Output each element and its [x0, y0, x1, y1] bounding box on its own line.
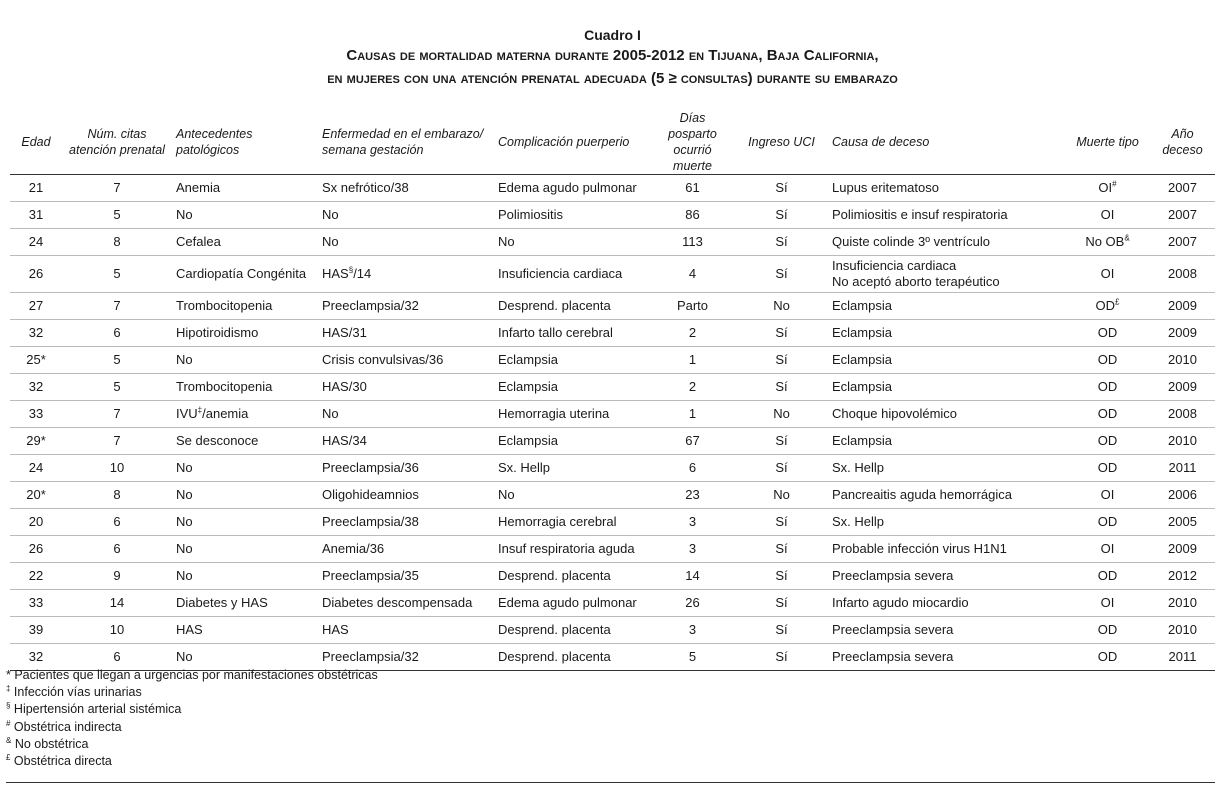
cell-dias-posparto: 3 — [650, 536, 735, 563]
cell-causa-deceso: Eclampsia — [828, 428, 1065, 455]
cell-muerte-tipo — [1065, 229, 1150, 256]
table-title-line1: Causas de mortalidad materna durante 2005-2012 en Tijuana, Baja California, — [346, 47, 879, 64]
cell-num-citas: 6 — [62, 320, 172, 347]
table-row — [10, 320, 1215, 347]
cell-enfermedad: HAS/30 — [318, 374, 494, 401]
header-row — [10, 110, 1215, 175]
cell-dias-posparto: 26 — [650, 590, 735, 617]
cell-ano-deceso: 2007 — [1150, 202, 1215, 229]
cell-enfermedad: HAS — [318, 617, 494, 644]
cell-antecedentes: No — [172, 536, 318, 563]
cell-enfermedad: No — [318, 229, 494, 256]
cell-enfermedad: Preeclampsia/36 — [318, 455, 494, 482]
footnote-text: Infección vías urinarias — [10, 685, 142, 700]
cell-num-citas: 8 — [62, 229, 172, 256]
cell-antecedentes: No — [172, 455, 318, 482]
header-muerte-tipo — [1065, 110, 1150, 175]
cell-text: OI — [1098, 180, 1113, 195]
cell-complicacion: Desprend. placenta — [494, 293, 650, 320]
cell-complicacion: Insuficiencia cardiaca — [494, 256, 650, 293]
cell-ingreso-uci: Sí — [735, 202, 828, 229]
table-row — [10, 428, 1215, 455]
cell-antecedentes: Cardiopatía Congénita — [172, 256, 318, 293]
cell-edad: 27 — [10, 293, 62, 320]
cell-ingreso-uci: Sí — [735, 347, 828, 374]
cell-ano-deceso: 2012 — [1150, 563, 1215, 590]
table-row — [10, 175, 1215, 202]
cell-enfermedad: Preeclampsia/35 — [318, 563, 494, 590]
cell-enfermedad: Anemia/36 — [318, 536, 494, 563]
cell-dias-posparto: 23 — [650, 482, 735, 509]
cell-ano-deceso: 2008 — [1150, 401, 1215, 428]
cell-edad: 25* — [10, 347, 62, 374]
footnote — [6, 753, 378, 770]
cell-complicacion: Infarto tallo cerebral — [494, 320, 650, 347]
cell-antecedentes — [172, 401, 318, 428]
cell-num-citas: 7 — [62, 175, 172, 202]
header-num-citas — [62, 110, 172, 175]
footnote-text: Obstétrica indirecta — [10, 719, 122, 734]
footnote-text: Obstétrica directa — [10, 754, 112, 769]
cell-complicacion: Desprend. placenta — [494, 617, 650, 644]
cell-muerte-tipo: OD — [1065, 401, 1150, 428]
cell-causa-deceso: Sx. Hellp — [828, 509, 1065, 536]
cell-dias-posparto: 6 — [650, 455, 735, 482]
cell-muerte-tipo: OI — [1065, 256, 1150, 293]
cell-enfermedad — [318, 256, 494, 293]
cell-num-citas: 5 — [62, 347, 172, 374]
cell-complicacion: Desprend. placenta — [494, 644, 650, 671]
cell-antecedentes: HAS — [172, 617, 318, 644]
table-row — [10, 590, 1215, 617]
cell-edad: 32 — [10, 320, 62, 347]
footnote-mark: ‡ — [197, 405, 203, 415]
cell-antecedentes: No — [172, 202, 318, 229]
cell-antecedentes: Trombocitopenia — [172, 293, 318, 320]
header-antecedentes — [172, 110, 318, 175]
cell-complicacion: Desprend. placenta — [494, 563, 650, 590]
cell-num-citas: 6 — [62, 509, 172, 536]
table-row — [10, 347, 1215, 374]
cell-ano-deceso: 2011 — [1150, 644, 1215, 671]
cell-dias-posparto: 61 — [650, 175, 735, 202]
footnote-mark: § — [348, 265, 354, 275]
cell-causa-deceso: Eclampsia — [828, 347, 1065, 374]
bottom-rule — [6, 782, 1215, 783]
cell-enfermedad: Oligohideamnios — [318, 482, 494, 509]
header-line: Días posparto — [668, 111, 717, 141]
cell-causa-deceso: Polimiositis e insuf respiratoria — [828, 202, 1065, 229]
cell-ano-deceso: 2010 — [1150, 347, 1215, 374]
cell-complicacion: Edema agudo pulmonar — [494, 175, 650, 202]
cell-complicacion: No — [494, 229, 650, 256]
cell-complicacion: Eclampsia — [494, 374, 650, 401]
cell-muerte-tipo: OD — [1065, 320, 1150, 347]
cell-muerte-tipo: OD — [1065, 347, 1150, 374]
header-line: Núm. citas — [87, 127, 147, 141]
footnote-mark: & — [6, 735, 12, 745]
cell-num-citas: 7 — [62, 428, 172, 455]
cell-ingreso-uci: Sí — [735, 617, 828, 644]
cell-enfermedad: Preeclampsia/32 — [318, 293, 494, 320]
cell-ano-deceso: 2010 — [1150, 617, 1215, 644]
cell-dias-posparto: 14 — [650, 563, 735, 590]
cell-edad: 31 — [10, 202, 62, 229]
footnote — [6, 736, 378, 753]
cell-ingreso-uci: Sí — [735, 536, 828, 563]
table-row — [10, 482, 1215, 509]
cell-edad: 26 — [10, 256, 62, 293]
footnotes — [6, 667, 378, 770]
table-row — [10, 256, 1215, 293]
header-line: semana gestación — [322, 143, 424, 157]
cell-ano-deceso: 2008 — [1150, 256, 1215, 293]
cell-complicacion: Insuf respiratoria aguda — [494, 536, 650, 563]
footnote-text: No obstétrica — [11, 736, 89, 751]
table-row — [10, 455, 1215, 482]
cell-causa-deceso: Probable infección virus H1N1 — [828, 536, 1065, 563]
cell-text: No aceptó aborto terapéutico — [832, 274, 1000, 289]
cell-num-citas: 7 — [62, 293, 172, 320]
header-line: Muerte tipo — [1076, 135, 1139, 149]
cell-causa-deceso: Preeclampsia severa — [828, 644, 1065, 671]
cell-ingreso-uci: Sí — [735, 563, 828, 590]
cell-num-citas: 6 — [62, 644, 172, 671]
cell-complicacion: Edema agudo pulmonar — [494, 590, 650, 617]
cell-complicacion: Eclampsia — [494, 428, 650, 455]
header-ingreso-uci — [735, 110, 828, 175]
cell-dias-posparto: 3 — [650, 509, 735, 536]
cell-dias-posparto: 2 — [650, 320, 735, 347]
header-line: ocurrió muerte — [673, 143, 712, 173]
cell-ingreso-uci: Sí — [735, 229, 828, 256]
header-dias-posparto — [650, 110, 735, 175]
cell-enfermedad: Preeclampsia/32 — [318, 644, 494, 671]
cell-num-citas: 10 — [62, 617, 172, 644]
footnote-text: Pacientes que llegan a urgencias por manifestaciones obstétricas — [10, 668, 378, 682]
cell-ingreso-uci: Sí — [735, 374, 828, 401]
cell-edad: 24 — [10, 455, 62, 482]
cell-edad: 29* — [10, 428, 62, 455]
header-line: patológicos — [176, 143, 240, 157]
cell-causa-deceso: Infarto agudo miocardio — [828, 590, 1065, 617]
cell-causa-deceso: Eclampsia — [828, 374, 1065, 401]
mortality-table — [10, 110, 1215, 671]
cell-ano-deceso: 2007 — [1150, 229, 1215, 256]
header-line: atención prenatal — [69, 143, 165, 157]
cell-ingreso-uci: Sí — [735, 590, 828, 617]
cell-dias-posparto: 4 — [650, 256, 735, 293]
cell-num-citas: 5 — [62, 256, 172, 293]
cell-complicacion: Hemorragia uterina — [494, 401, 650, 428]
cell-ingreso-uci: No — [735, 293, 828, 320]
cell-dias-posparto: 3 — [650, 617, 735, 644]
table-row — [10, 374, 1215, 401]
table-label: Cuadro I — [584, 27, 641, 43]
cell-muerte-tipo: OI — [1065, 482, 1150, 509]
cell-antecedentes: No — [172, 482, 318, 509]
cell-ingreso-uci: No — [735, 401, 828, 428]
cell-muerte-tipo — [1065, 293, 1150, 320]
cell-causa-deceso: Pancreaitis aguda hemorrágica — [828, 482, 1065, 509]
cell-antecedentes: Anemia — [172, 175, 318, 202]
cell-edad: 39 — [10, 617, 62, 644]
cell-muerte-tipo: OD — [1065, 563, 1150, 590]
table-row — [10, 229, 1215, 256]
cell-causa-deceso: Sx. Hellp — [828, 455, 1065, 482]
cell-text: IVU — [176, 406, 198, 421]
cell-ingreso-uci: Sí — [735, 428, 828, 455]
cell-dias-posparto: 67 — [650, 428, 735, 455]
header-line: Edad — [21, 135, 51, 149]
cell-edad: 32 — [10, 374, 62, 401]
cell-dias-posparto: 5 — [650, 644, 735, 671]
cell-muerte-tipo: OI — [1065, 536, 1150, 563]
cell-muerte-tipo: OD — [1065, 617, 1150, 644]
footnote-mark: £ — [1115, 297, 1120, 307]
footnote — [6, 667, 378, 684]
footnote — [6, 719, 378, 736]
cell-complicacion: Sx. Hellp — [494, 455, 650, 482]
cell-dias-posparto: 1 — [650, 401, 735, 428]
cell-ano-deceso: 2010 — [1150, 428, 1215, 455]
footnote — [6, 684, 378, 701]
cell-dias-posparto: 1 — [650, 347, 735, 374]
table-row — [10, 401, 1215, 428]
cell-antecedentes: No — [172, 563, 318, 590]
header-enfermedad — [318, 110, 494, 175]
cell-causa-deceso: Preeclampsia severa — [828, 563, 1065, 590]
cell-enfermedad: Sx nefrótico/38 — [318, 175, 494, 202]
footnote-mark: & — [1124, 233, 1130, 243]
cell-enfermedad: HAS/34 — [318, 428, 494, 455]
cell-num-citas: 5 — [62, 374, 172, 401]
header-line: Año deceso — [1162, 127, 1203, 157]
cell-complicacion: Polimiositis — [494, 202, 650, 229]
cell-ingreso-uci: Sí — [735, 455, 828, 482]
table-row — [10, 202, 1215, 229]
cell-dias-posparto: Parto — [650, 293, 735, 320]
header-line: Enfermedad en el embarazo/ — [322, 127, 484, 141]
cell-ingreso-uci: Sí — [735, 320, 828, 347]
cell-enfermedad: Diabetes descompensada — [318, 590, 494, 617]
cell-ano-deceso: 2009 — [1150, 293, 1215, 320]
cell-text: No OB — [1085, 234, 1125, 249]
cell-edad: 20* — [10, 482, 62, 509]
footnote-text: Hipertensión arterial sistémica — [10, 702, 182, 717]
cell-ano-deceso: 2009 — [1150, 374, 1215, 401]
cell-muerte-tipo — [1065, 175, 1150, 202]
cell-num-citas: 14 — [62, 590, 172, 617]
cell-num-citas: 6 — [62, 536, 172, 563]
footnote-mark: § — [6, 701, 11, 711]
footnote-mark: # — [6, 718, 11, 728]
cell-edad: 21 — [10, 175, 62, 202]
cell-antecedentes: No — [172, 509, 318, 536]
cell-num-citas: 10 — [62, 455, 172, 482]
cell-edad: 33 — [10, 590, 62, 617]
cell-dias-posparto: 113 — [650, 229, 735, 256]
cell-ingreso-uci: Sí — [735, 509, 828, 536]
cell-edad: 33 — [10, 401, 62, 428]
cell-num-citas: 8 — [62, 482, 172, 509]
cell-enfermedad: No — [318, 401, 494, 428]
cell-ano-deceso: 2007 — [1150, 175, 1215, 202]
header-causa-deceso — [828, 110, 1065, 175]
header-line: Causa de deceso — [832, 135, 930, 149]
footnote — [6, 701, 378, 718]
cell-muerte-tipo: OI — [1065, 590, 1150, 617]
cell-ingreso-uci: Sí — [735, 644, 828, 671]
cell-causa-deceso: Eclampsia — [828, 293, 1065, 320]
cell-muerte-tipo: OD — [1065, 374, 1150, 401]
cell-num-citas: 9 — [62, 563, 172, 590]
table-row — [10, 293, 1215, 320]
cell-text: HAS — [322, 266, 349, 281]
header-edad — [10, 110, 62, 175]
cell-antecedentes: Cefalea — [172, 229, 318, 256]
cell-antecedentes: Trombocitopenia — [172, 374, 318, 401]
cell-causa-deceso — [828, 256, 1065, 293]
cell-edad: 32 — [10, 644, 62, 671]
header-line: Complicación puerperio — [498, 135, 630, 149]
cell-ano-deceso: 2009 — [1150, 320, 1215, 347]
footnote-mark: ‡ — [6, 684, 11, 694]
cell-edad: 20 — [10, 509, 62, 536]
cell-text: /14 — [353, 266, 372, 281]
cell-ano-deceso: 2006 — [1150, 482, 1215, 509]
cell-complicacion: No — [494, 482, 650, 509]
header-complicacion — [494, 110, 650, 175]
footnote-mark: * — [6, 668, 11, 682]
cell-ingreso-uci: No — [735, 482, 828, 509]
cell-muerte-tipo: OD — [1065, 644, 1150, 671]
table-row — [10, 536, 1215, 563]
cell-text: /anemia — [202, 406, 249, 421]
header-line: Ingreso UCI — [748, 135, 815, 149]
cell-ano-deceso: 2010 — [1150, 590, 1215, 617]
table-row — [10, 617, 1215, 644]
cell-num-citas: 7 — [62, 401, 172, 428]
cell-text: OD — [1095, 298, 1116, 313]
cell-ano-deceso: 2005 — [1150, 509, 1215, 536]
cell-enfermedad: HAS/31 — [318, 320, 494, 347]
cell-text: Insuficiencia cardiaca — [832, 258, 957, 273]
cell-causa-deceso: Choque hipovolémico — [828, 401, 1065, 428]
cell-causa-deceso: Preeclampsia severa — [828, 617, 1065, 644]
table-title-line2: en mujeres con una atención prenatal adecuada (5 ≥ consultas) durante su embarazo — [327, 70, 898, 87]
header-line: Antecedentes — [176, 127, 253, 141]
cell-ano-deceso: 2009 — [1150, 536, 1215, 563]
header-ano-deceso — [1150, 110, 1215, 175]
cell-enfermedad: Preeclampsia/38 — [318, 509, 494, 536]
cell-muerte-tipo: OD — [1065, 428, 1150, 455]
cell-enfermedad: Crisis convulsivas/36 — [318, 347, 494, 374]
cell-dias-posparto: 2 — [650, 374, 735, 401]
cell-ingreso-uci: Sí — [735, 256, 828, 293]
cell-causa-deceso: Lupus eritematoso — [828, 175, 1065, 202]
table-row — [10, 509, 1215, 536]
cell-causa-deceso: Quiste colinde 3º ventrículo — [828, 229, 1065, 256]
cell-antecedentes: No — [172, 347, 318, 374]
cell-complicacion: Hemorragia cerebral — [494, 509, 650, 536]
cell-dias-posparto: 86 — [650, 202, 735, 229]
footnote-mark: £ — [6, 752, 11, 762]
cell-edad: 26 — [10, 536, 62, 563]
cell-ingreso-uci: Sí — [735, 175, 828, 202]
cell-muerte-tipo: OD — [1065, 509, 1150, 536]
cell-complicacion: Eclampsia — [494, 347, 650, 374]
cell-causa-deceso: Eclampsia — [828, 320, 1065, 347]
table-row — [10, 563, 1215, 590]
cell-antecedentes: No — [172, 644, 318, 671]
cell-antecedentes: Hipotiroidismo — [172, 320, 318, 347]
cell-edad: 24 — [10, 229, 62, 256]
cell-ano-deceso: 2011 — [1150, 455, 1215, 482]
cell-enfermedad: No — [318, 202, 494, 229]
cell-antecedentes: Diabetes y HAS — [172, 590, 318, 617]
cell-antecedentes: Se desconoce — [172, 428, 318, 455]
cell-num-citas: 5 — [62, 202, 172, 229]
footnote-mark: # — [1112, 179, 1117, 189]
cell-edad: 22 — [10, 563, 62, 590]
cell-muerte-tipo: OD — [1065, 455, 1150, 482]
cell-muerte-tipo: OI — [1065, 202, 1150, 229]
